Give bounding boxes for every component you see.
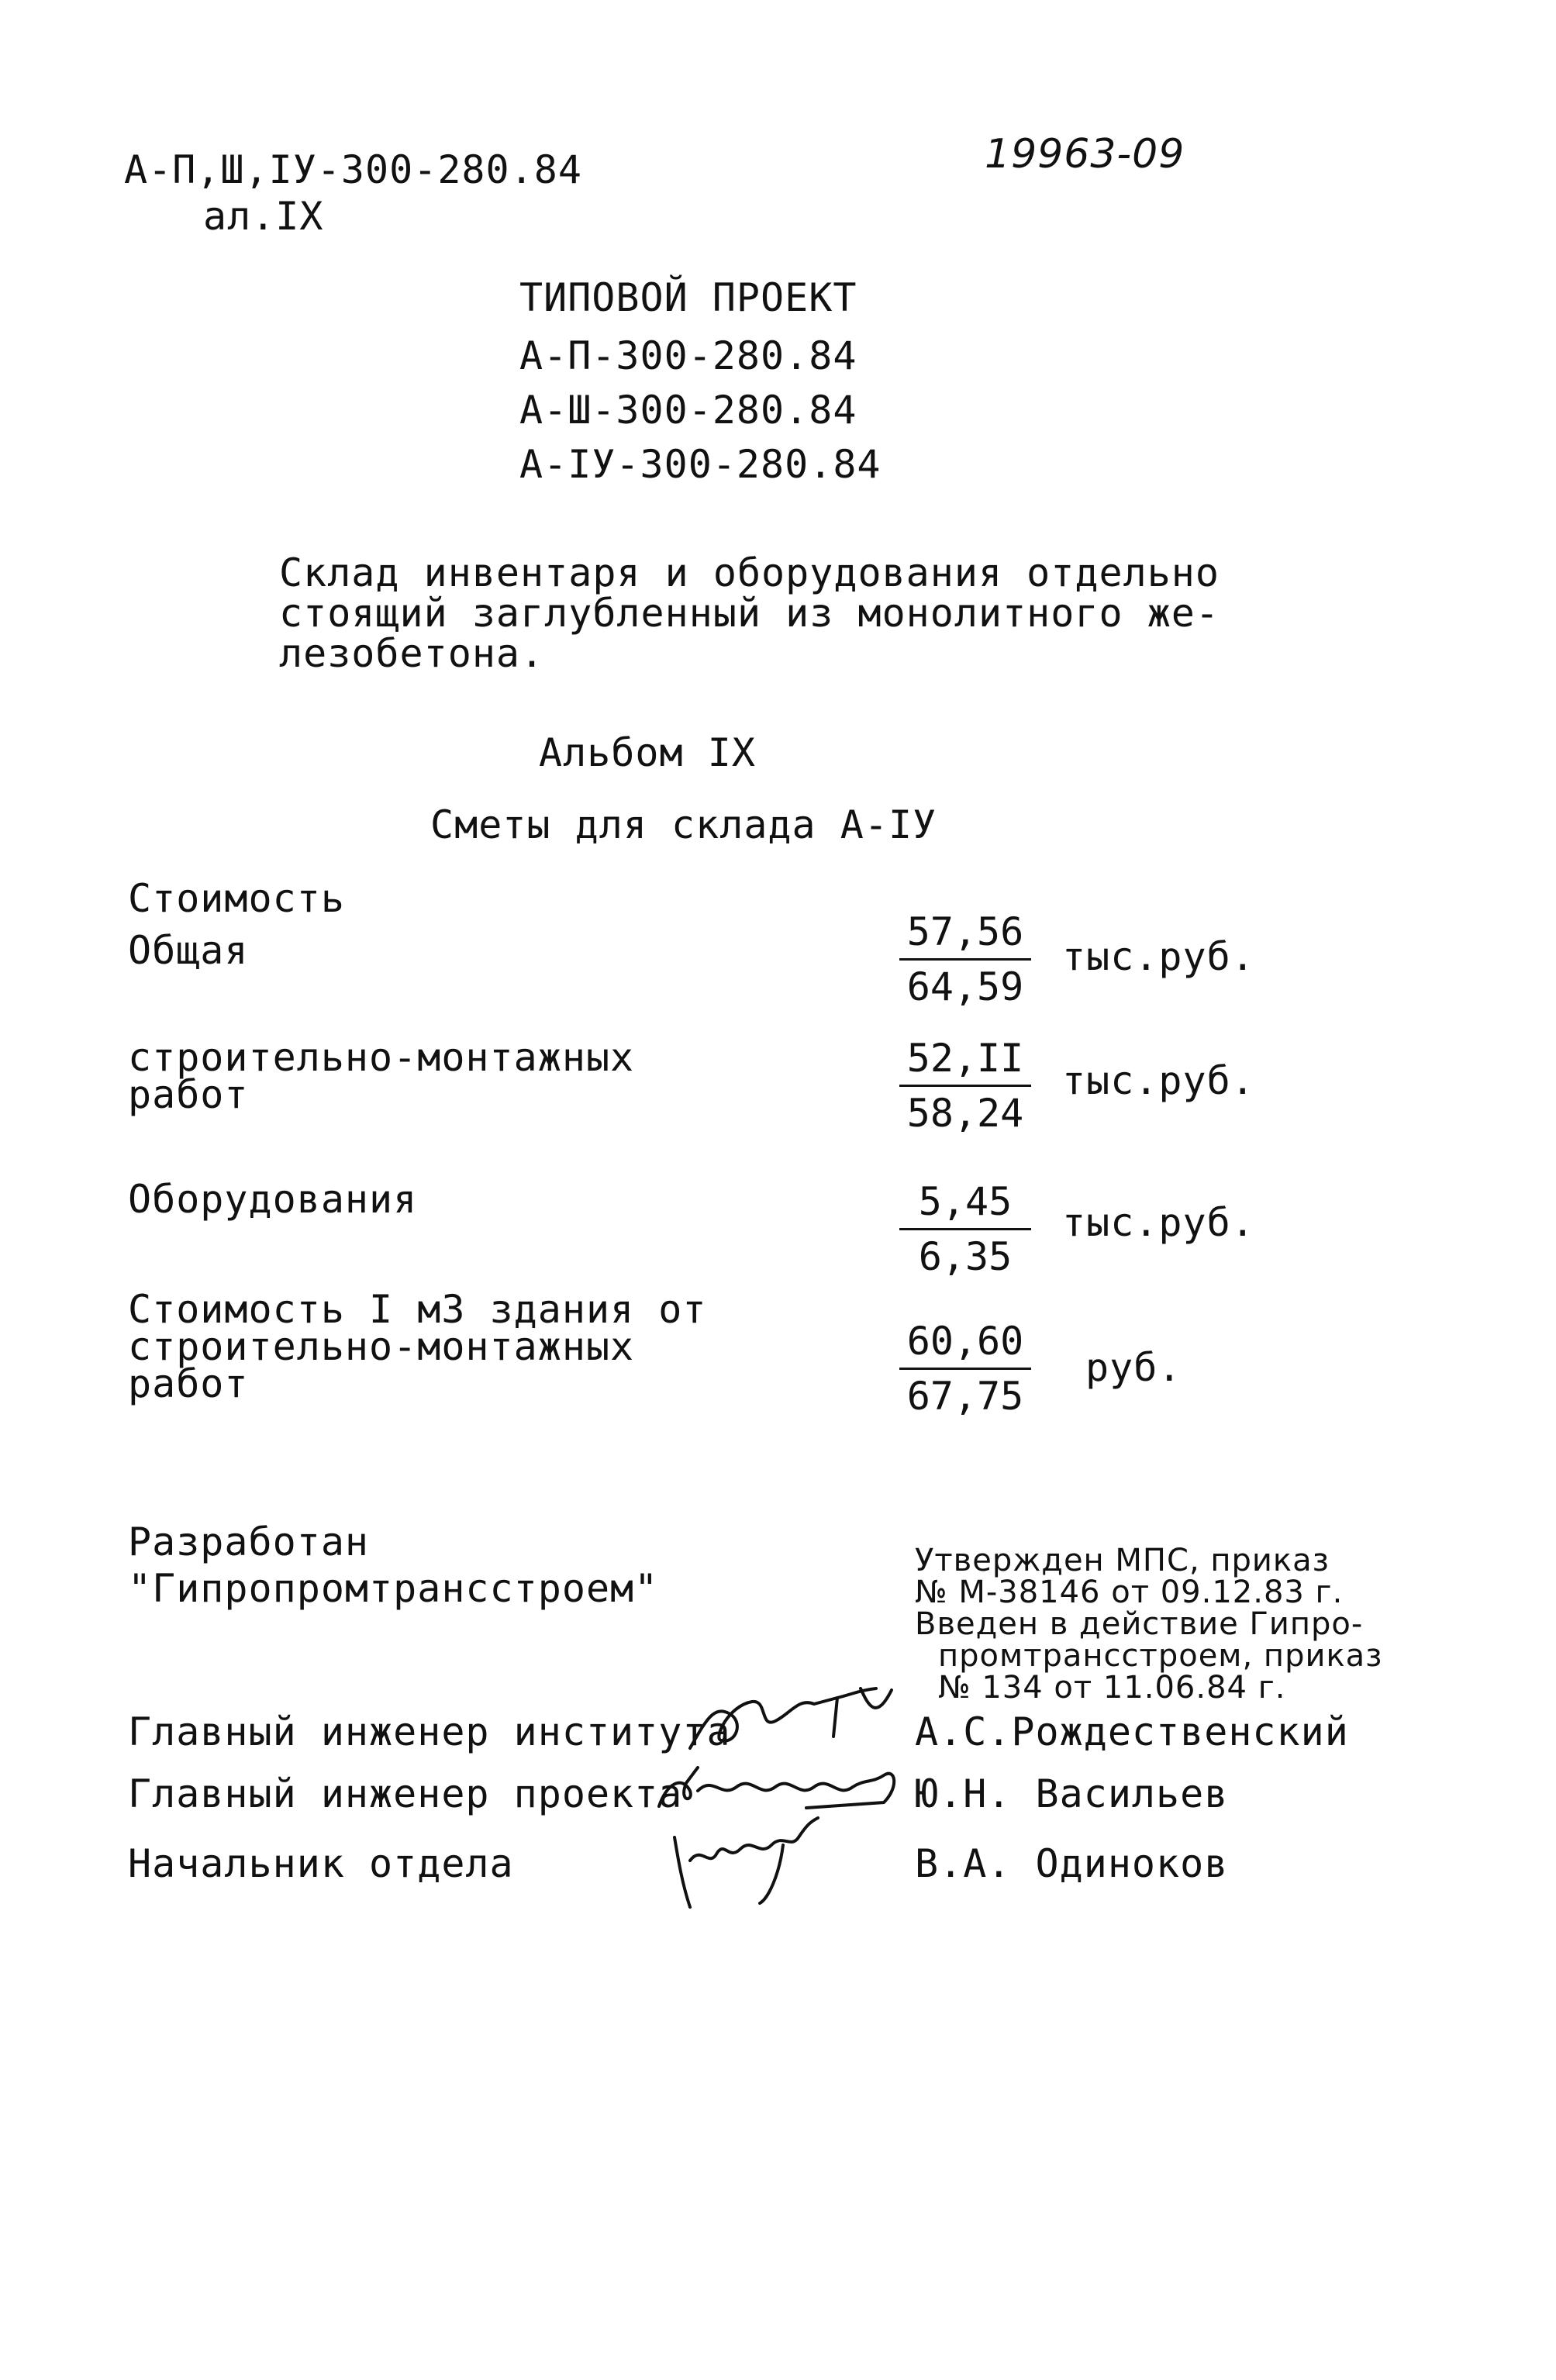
cost-value-b: 67,75 — [906, 1374, 1024, 1419]
cost-unit: тыс.руб. — [1062, 1058, 1255, 1103]
approval-line-3: Введен в действие Гипро- — [915, 1606, 1364, 1642]
description-line-3: лезобетона. — [279, 631, 545, 676]
album-code: А-П,Ш,IУ-300-280.84 — [124, 147, 582, 192]
signature-institute-engineer — [682, 1675, 899, 1760]
cost-heading: Стоимость — [128, 876, 345, 921]
cost-label-total: Общая — [128, 928, 249, 973]
cost-fraction-construction — [899, 1035, 1031, 1137]
approval-line-1: Утвержден МПС, приказ — [915, 1543, 1330, 1578]
cost-unit: тыс.руб. — [1062, 934, 1255, 979]
album-number: ал.IX — [203, 194, 324, 239]
cost-fraction-total — [899, 909, 1031, 1010]
cost-label-per-m3-2: строительно-монтажных — [128, 1324, 635, 1369]
developer-label: Разработан — [128, 1519, 370, 1564]
cost-label-per-m3-3: работ — [128, 1361, 249, 1406]
cost-unit: тыс.руб. — [1062, 1200, 1255, 1245]
album-title: Альбом IX — [539, 730, 756, 775]
inventory-number: 19963-09 — [985, 131, 1185, 178]
project-code-2: А-П-300-280.84 — [519, 333, 857, 378]
cost-value-a: 60,60 — [906, 1319, 1024, 1364]
cost-fraction-equipment — [899, 1178, 1031, 1280]
cost-value-a: 5,45 — [918, 1179, 1013, 1224]
description-line-2: стоящий заглубленный из монолитного же- — [279, 591, 1220, 636]
fraction-bar — [899, 1228, 1031, 1230]
cost-value-a: 57,56 — [906, 909, 1024, 954]
signatory-role-2: Главный инженер проекта — [128, 1771, 683, 1816]
approval-line-4: промтрансстроем, приказ — [938, 1638, 1383, 1674]
fraction-bar — [899, 1368, 1031, 1370]
album-subtitle: Сметы для склада А-IУ — [430, 802, 937, 847]
cost-unit: руб. — [1085, 1345, 1182, 1390]
project-code-4: А-IУ-300-280.84 — [519, 442, 882, 487]
cost-value-b: 64,59 — [906, 964, 1024, 1009]
signatory-role-3: Начальник отдела — [128, 1841, 514, 1886]
cost-fraction-per-m3 — [899, 1318, 1031, 1419]
signature-department-head — [667, 1814, 837, 1915]
approval-line-2: № М-38146 от 09.12.83 г. — [915, 1575, 1344, 1610]
description-line-1: Склад инвентаря и оборудования отдельно — [279, 550, 1220, 595]
signature-project-engineer — [651, 1760, 907, 1814]
cost-label-construction-2: работ — [128, 1072, 249, 1117]
signatory-name-1: А.С.Рождественский — [915, 1709, 1349, 1754]
developer-name: "Гипропромтрансстроем" — [128, 1566, 659, 1611]
fraction-bar — [899, 1085, 1031, 1087]
cost-value-b: 6,35 — [918, 1234, 1013, 1279]
cost-value-a: 52,II — [906, 1036, 1024, 1081]
approval-line-5: № 134 от 11.06.84 г. — [938, 1670, 1286, 1706]
cost-label-construction: строительно-монтажных — [128, 1035, 635, 1080]
cost-label-per-m3: Стоимость I м3 здания от — [128, 1287, 707, 1332]
signatory-role-1: Главный инженер института — [128, 1709, 731, 1754]
signatory-name-2: Ю.Н. Васильев — [915, 1771, 1229, 1816]
fraction-bar — [899, 958, 1031, 961]
document-title: ТИПОВОЙ ПРОЕКТ — [519, 275, 857, 320]
cost-value-b: 58,24 — [906, 1091, 1024, 1136]
project-code-3: А-Ш-300-280.84 — [519, 388, 857, 433]
signatory-name-3: В.А. Одиноков — [915, 1841, 1229, 1886]
cost-label-equipment: Оборудования — [128, 1177, 418, 1222]
